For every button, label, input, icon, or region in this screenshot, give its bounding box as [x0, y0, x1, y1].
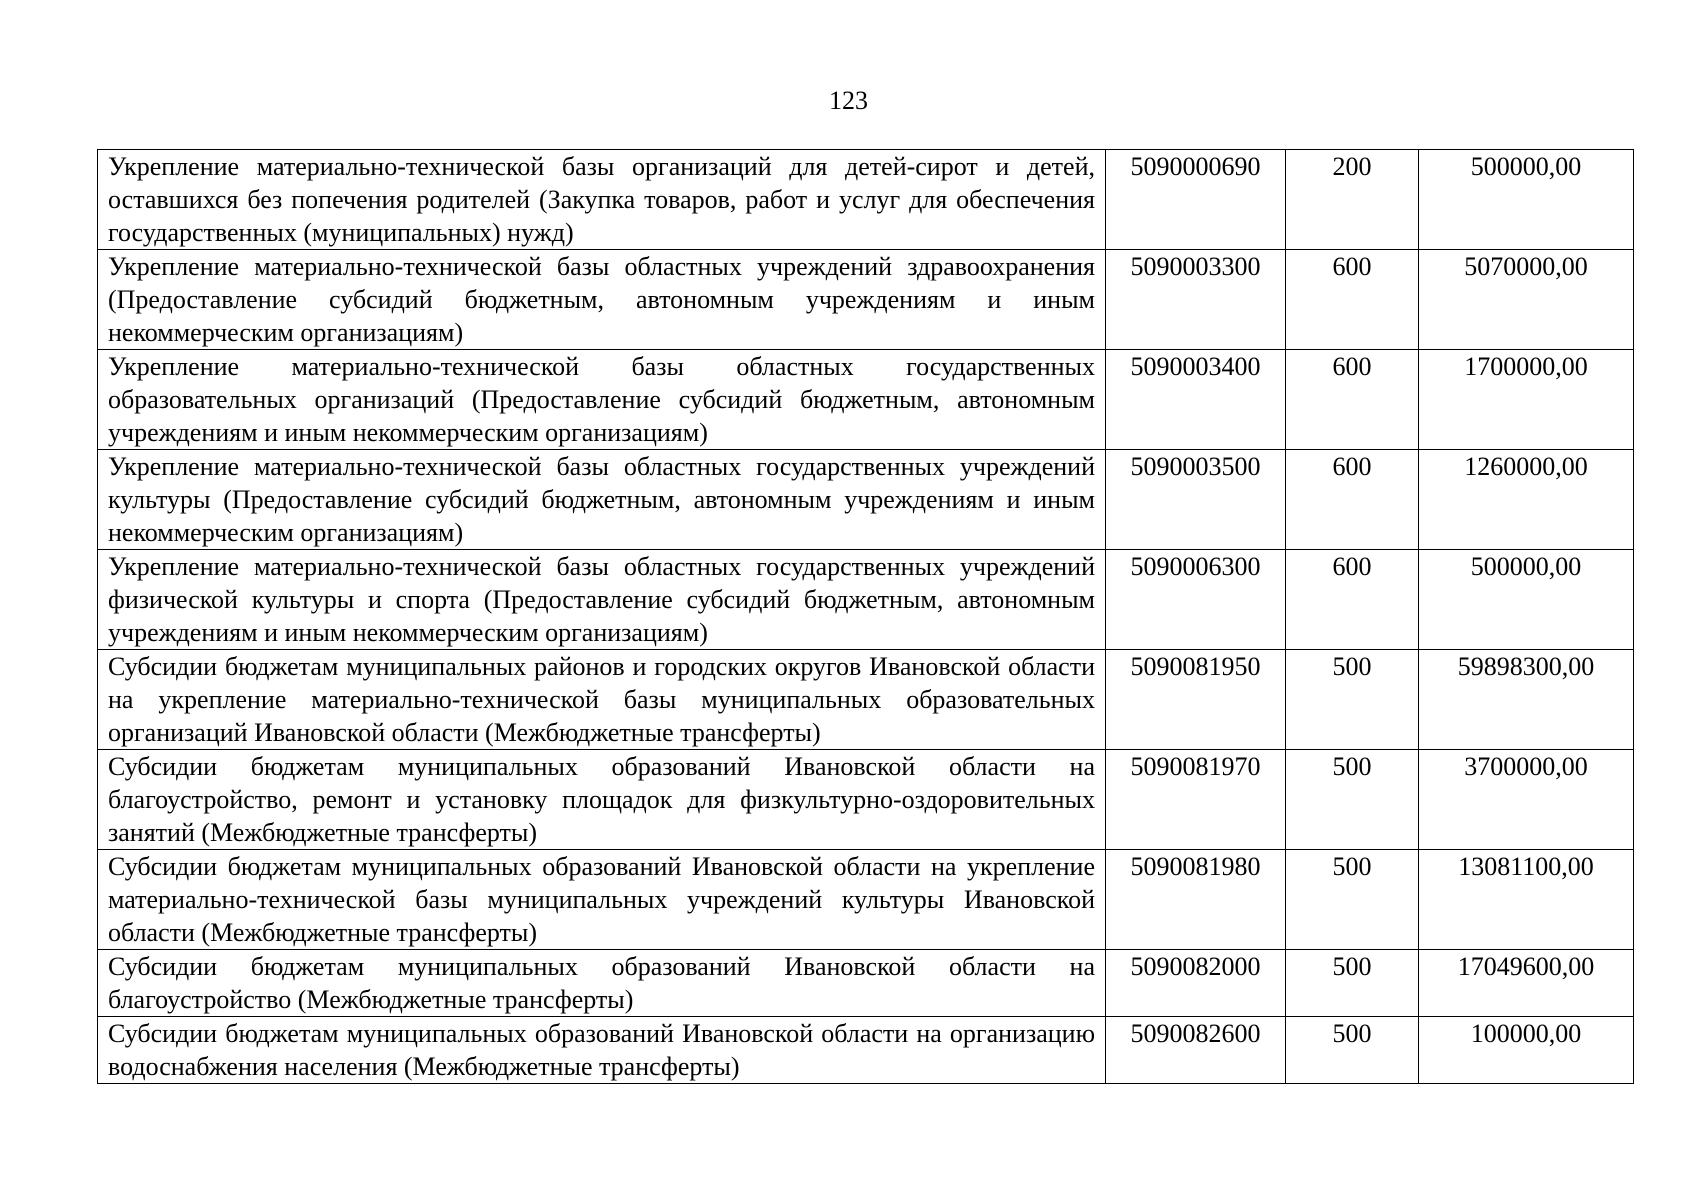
table-row	[98, 850, 1634, 950]
row-description: Укрепление материально-технической базы организаций для детей-сирот и детей, оставшихся без попечения родителей (Закупка товаров, работ и услуг для обеспечения государственных (муниципальных) нужд)	[98, 150, 1106, 250]
row-expense-type: 500	[1286, 650, 1419, 750]
row-amount: 1700000,00	[1419, 350, 1634, 450]
row-expense-type: 600	[1286, 350, 1419, 450]
row-code: 5090003400	[1106, 350, 1286, 450]
row-expense-type: 500	[1286, 850, 1419, 950]
row-code: 5090082600	[1106, 1017, 1286, 1084]
row-expense-type: 600	[1286, 550, 1419, 650]
row-code: 5090000690	[1106, 150, 1286, 250]
table-row	[98, 350, 1634, 450]
table-row	[98, 150, 1634, 250]
row-description: Субсидии бюджетам муниципальных образований Ивановской области на укрепление материально-технической базы муниципальных учреждений культуры Ивановской области (Межбюджетные трансферты)	[98, 850, 1106, 950]
table-row	[98, 750, 1634, 850]
row-amount: 5070000,00	[1419, 250, 1634, 350]
row-expense-type: 500	[1286, 950, 1419, 1017]
row-code: 5090081980	[1106, 850, 1286, 950]
row-code: 5090003300	[1106, 250, 1286, 350]
table-row	[98, 550, 1634, 650]
row-amount: 500000,00	[1419, 550, 1634, 650]
table-row	[98, 450, 1634, 550]
row-description: Субсидии бюджетам муниципальных образований Ивановской области на организацию водоснабжения населения (Межбюджетные трансферты)	[98, 1017, 1106, 1084]
table-row	[98, 250, 1634, 350]
budget-table	[97, 149, 1634, 1084]
row-amount: 17049600,00	[1419, 950, 1634, 1017]
row-amount: 3700000,00	[1419, 750, 1634, 850]
row-amount: 100000,00	[1419, 1017, 1634, 1084]
page-number: 123	[829, 86, 868, 115]
table-row	[98, 950, 1634, 1017]
row-expense-type: 200	[1286, 150, 1419, 250]
row-expense-type: 600	[1286, 450, 1419, 550]
row-code: 5090006300	[1106, 550, 1286, 650]
row-code: 5090081970	[1106, 750, 1286, 850]
row-code: 5090003500	[1106, 450, 1286, 550]
table-row	[98, 650, 1634, 750]
row-code: 5090081950	[1106, 650, 1286, 750]
row-code: 5090082000	[1106, 950, 1286, 1017]
row-expense-type: 500	[1286, 1017, 1419, 1084]
row-description: Субсидии бюджетам муниципальных образований Ивановской области на благоустройство, ремонт и установку площадок для физкультурно-оздоровительных занятий (Межбюджетные трансферты)	[98, 750, 1106, 850]
row-amount: 500000,00	[1419, 150, 1634, 250]
row-description: Субсидии бюджетам муниципальных образований Ивановской области на благоустройство (Межбюджетные трансферты)	[98, 950, 1106, 1017]
row-description: Укрепление материально-технической базы областных государственных образовательных организаций (Предоставление субсидий бюджетным, автономным учреждениям и иным некоммерческим организациям)	[98, 350, 1106, 450]
row-amount: 1260000,00	[1419, 450, 1634, 550]
row-expense-type: 500	[1286, 750, 1419, 850]
row-description: Укрепление материально-технической базы областных учреждений здравоохранения (Предоставление субсидий бюджетным, автономным учреждениям и иным некоммерческим организациям)	[98, 250, 1106, 350]
row-description: Укрепление материально-технической базы областных государственных учреждений культуры (Предоставление субсидий бюджетным, автономным учреждениям и иным некоммерческим организациям)	[98, 450, 1106, 550]
row-amount: 59898300,00	[1419, 650, 1634, 750]
row-description: Субсидии бюджетам муниципальных районов и городских округов Ивановской области на укрепление материально-технической базы муниципальных образовательных организаций Ивановской области (Межбюджетные трансферты)	[98, 650, 1106, 750]
table-row	[98, 1017, 1634, 1084]
row-amount: 13081100,00	[1419, 850, 1634, 950]
row-description: Укрепление материально-технической базы областных государственных учреждений физической культуры и спорта (Предоставление субсидий бюджетным, автономным учреждениям и иным некоммерческим организациям)	[98, 550, 1106, 650]
row-expense-type: 600	[1286, 250, 1419, 350]
